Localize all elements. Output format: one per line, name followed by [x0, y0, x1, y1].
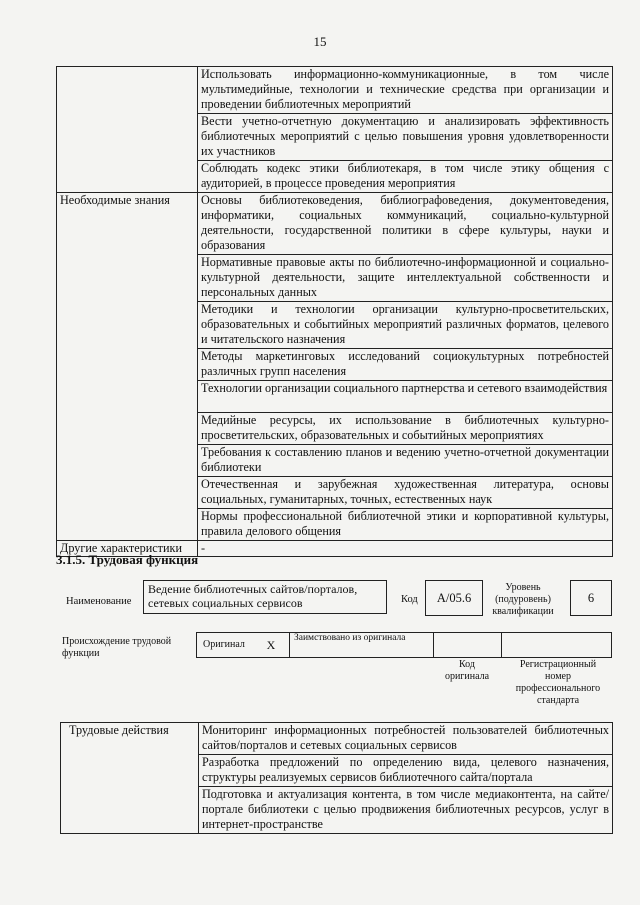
skill-item: Использовать информационно-коммуникационные, в том числе мультимедийные, технологии и технические средства при организации и проведении библиотечных мероприятий	[198, 67, 613, 114]
action-item: Мониторинг информационных потребностей пользователей библиотечных сайтов/порталов и сетевых социальных сервисов	[199, 723, 613, 755]
original-mark: Х	[266, 638, 276, 652]
action-item: Подготовка и актуализация контента, в том числе медиаконтента, на сайте/портале библиотеки с целью продвижения библиотечных ресурсов, услуг в интернет-пространстве	[199, 787, 613, 834]
knowledge-item: Нормы профессиональной библиотечной этики и корпоративной культуры, правила делового общения	[198, 509, 613, 541]
row-label-actions: Трудовые действия	[61, 723, 199, 834]
table-row	[57, 193, 613, 255]
row-label-empty	[57, 67, 198, 193]
knowledge-item: Отечественная и зарубежная художественная литература, основы социальных, гуманитарных, точных, естественных наук	[198, 477, 613, 509]
knowledge-item: Технологии организации социального партнерства и сетевого взаимодействия	[198, 381, 613, 413]
origin-row	[196, 632, 612, 658]
knowledge-item: Основы библиотековедения, библиографоведения, документоведения, информатики, социальных коммуникаций, социально-культурной деятельности, государственной политики в сфере культуры, науки и образования	[198, 193, 613, 255]
other-item: -	[198, 541, 613, 557]
origin-label: Происхождение трудовой функции	[62, 636, 172, 659]
level-value-box: 6	[570, 580, 612, 616]
knowledge-item: Медийные ресурсы, их использование в библиотечных культурно-просветительских, образовательных и событийных мероприятиях	[198, 413, 613, 445]
skill-item: Вести учетно-отчетную документацию и анализировать эффективность библиотечных мероприятий с целью повышения уровня удовлетворенности их участников	[198, 114, 613, 161]
section-heading: 3.1.5. Трудовая функция	[56, 552, 199, 567]
reg-number-caption: Регистрационный номер профессионального стандарта	[515, 659, 601, 706]
action-item: Разработка предложений по определению вида, целевого назначения, структуры реализуемых сервисов библиотечного сайта/портала	[199, 755, 613, 787]
code-value-box: А/05.6	[425, 580, 483, 616]
divider	[433, 633, 434, 657]
level-label: Уровень (подуровень) квалификации	[492, 582, 554, 617]
knowledge-item: Требования к составлению планов и ведению учетно-отчетной документации библиотеки	[198, 445, 613, 477]
knowledge-item: Методики и технологии организации культурно-просветительских, образовательных и событийных мероприятий различных форматов, целевого и читательского назначения	[198, 302, 613, 349]
function-name-box: Ведение библиотечных сайтов/порталов, сетевых социальных сервисов	[143, 580, 387, 614]
knowledge-item: Методы маркетинговых исследований социокультурных потребностей различных групп населения	[198, 349, 613, 381]
original-label: Оригинал	[203, 639, 245, 650]
knowledge-item: Нормативные правовые акты по библиотечно-информационной и социально-культурной деятельности, защите интеллектуальной собственности и персональных данных	[198, 255, 613, 302]
borrowed-label: Заимствовано из оригинала	[294, 633, 406, 643]
labor-actions-table	[60, 722, 613, 834]
code-label: Код	[401, 594, 418, 605]
name-label: Наименование	[66, 596, 132, 607]
skills-knowledge-table	[56, 66, 613, 557]
row-label-other: Другие характеристики	[57, 541, 198, 557]
code-original-caption: Код оригинала	[444, 659, 490, 682]
skill-item: Соблюдать кодекс этики библиотекаря, в том числе этику общения с аудиторией, в процессе проведения мероприятия	[198, 161, 613, 193]
divider	[501, 633, 502, 657]
table-row	[61, 723, 613, 755]
page-number: 15	[313, 34, 327, 49]
row-label-knowledge: Необходимые знания	[57, 193, 198, 541]
divider	[289, 633, 290, 657]
table-row	[57, 67, 613, 114]
